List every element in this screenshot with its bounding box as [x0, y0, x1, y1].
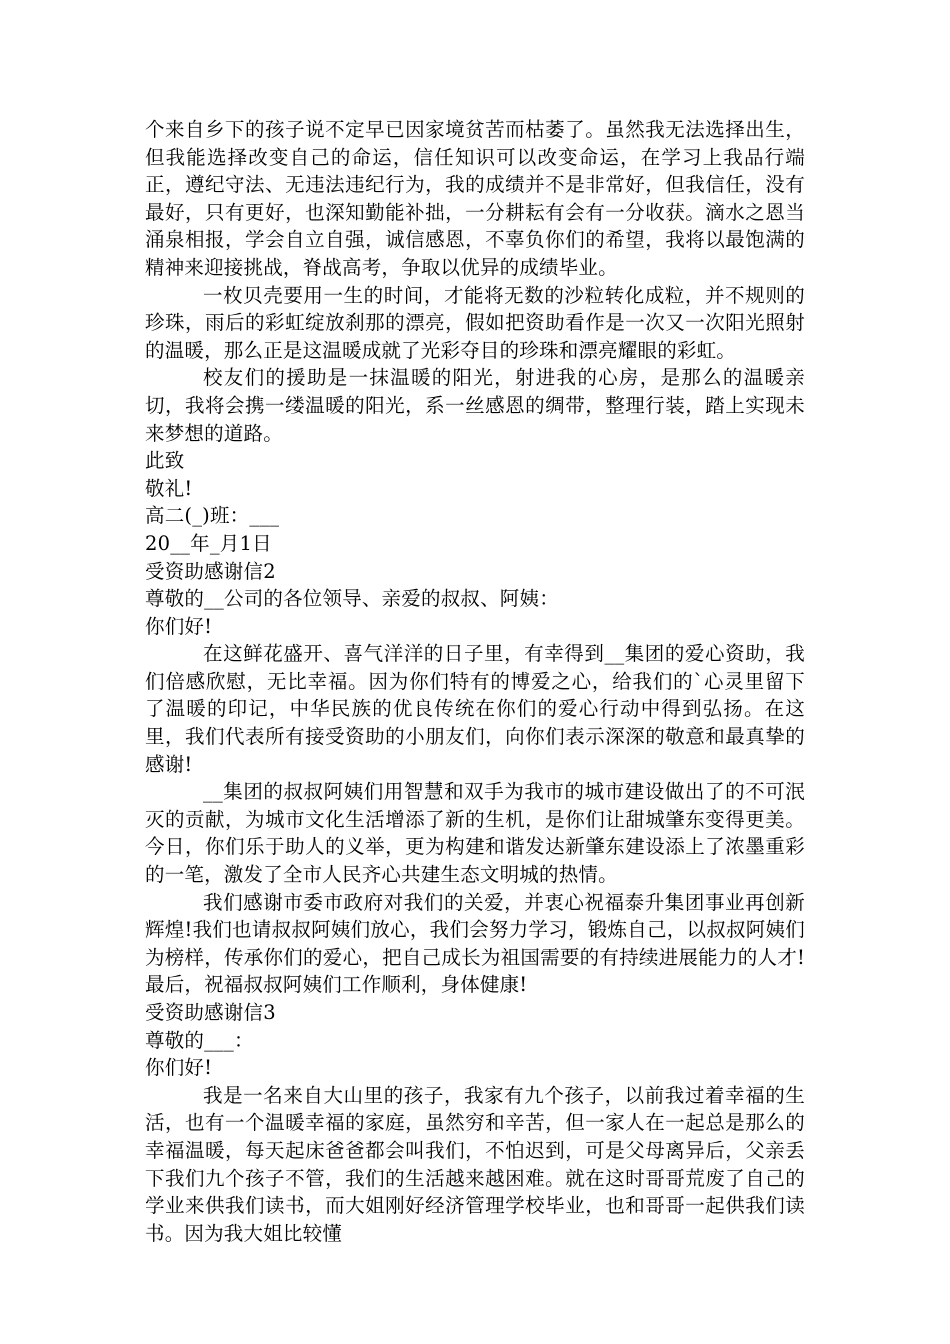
- paragraph-continued: 个来自乡下的孩子说不定早已因家境贫苦而枯萎了。虽然我无法选择出生，但我能选择改变自己的命运，信任知识可以改变命运，在学习上我品行端正，遵纪守法、无违法违纪行为，我的成绩并不是非常好，但我信任，没有最好，只有更好，也深知勤能补拙，一分耕耘有会有一分收获。滴水之恩当涌泉相报，学会自立自强，诚信感恩，不辜负你们的希望，我将以最饱满的精神来迎接挑战，脊战高考，争取以优异的成绩毕业。: [145, 118, 805, 279]
- letter-2-title: 受资助感谢信2: [145, 559, 276, 583]
- letter-2-salutation: 尊敬的__公司的各位领导、亲爱的叔叔、阿姨：: [145, 587, 559, 611]
- closing-cizhi: 此致: [145, 449, 185, 473]
- signature-date: 20__年_月1日: [145, 531, 272, 555]
- letter-3-title: 受资助感谢信3: [145, 1001, 276, 1024]
- signature-class: 高二(_)班：___: [145, 504, 280, 528]
- letter-2-paragraph-1: 在这鲜花盛开、喜气洋洋的日子里，有幸得到__集团的爱心资助，我们倍感欣慰，无比幸福。因为你们特有的博爱之心，给我们的`心灵里留下了温暖的印记，中华民族的优良传统在你们的爱心行动中得到弘扬。在这里，我们代表所有接受资助的小朋友们，向你们表示深深的敬意和最真挚的感谢!: [145, 642, 805, 776]
- letter-2-paragraph-3: 我们感谢市委市政府对我们的关爱，并衷心祝福泰升集团事业再创新辉煌!我们也请叔叔阿姨们放心，我们会努力学习，锻炼自己，以叔叔阿姨们为榜样，传承你们的爱心，把自己成长为祖国需要的有持续进展能力的人才!最后，祝福叔叔阿姨们工作顺利，身体健康!: [145, 890, 805, 997]
- document-body: [145, 116, 805, 1247]
- letter-2-paragraph-2: __集团的叔叔阿姨们用智慧和双手为我市的城市建设做出了的不可泯灭的贡献，为城市文化生活增添了新的生机，是你们让甜城肇东变得更美。今日，你们乐于助人的义举，更为构建和谐发达新肇东建设添上了浓墨重彩的一笔，激发了全市人民齐心共建生态文明城的热情。: [145, 780, 805, 887]
- letter-3-salutation: 尊敬的___：: [145, 1028, 254, 1052]
- letter-2-greeting: 你们好!: [145, 614, 213, 638]
- letter-3-greeting: 你们好!: [145, 1056, 213, 1080]
- paragraph-alumni: 校友们的援助是一抹温暖的阳光，射进我的心房，是那么的温暖亲切，我将会携一缕温暖的阳光，系一丝感恩的绸带，整理行装，踏上实现未来梦想的道路。: [145, 366, 805, 445]
- closing-jingli: 敬礼!: [145, 476, 193, 500]
- paragraph-pearl: 一枚贝壳要用一生的时间，才能将无数的沙粒转化成粒，并不规则的珍珠，雨后的彩虹绽放刹那的漂亮，假如把资助看作是一次又一次阳光照射的温暖，那么正是这温暖成就了光彩夺目的珍珠和漂亮耀眼的彩虹。: [145, 283, 805, 362]
- letter-3-paragraph-1: 我是一名来自大山里的孩子，我家有九个孩子，以前我过着幸福的生活，也有一个温暖幸福的家庭，虽然穷和辛苦，但一家人在一起总是那么的幸福温暖，每天起床爸爸都会叫我们，不怕迟到，可是父母离异后，父亲丢下我们九个孩子不管，我们的生活越来越困难。就在这时哥哥荒废了自己的学业来供我们读书，而大姐刚好经济管理学校毕业，也和哥哥一起供我们读书。因为我大姐比较懂: [145, 1083, 805, 1245]
